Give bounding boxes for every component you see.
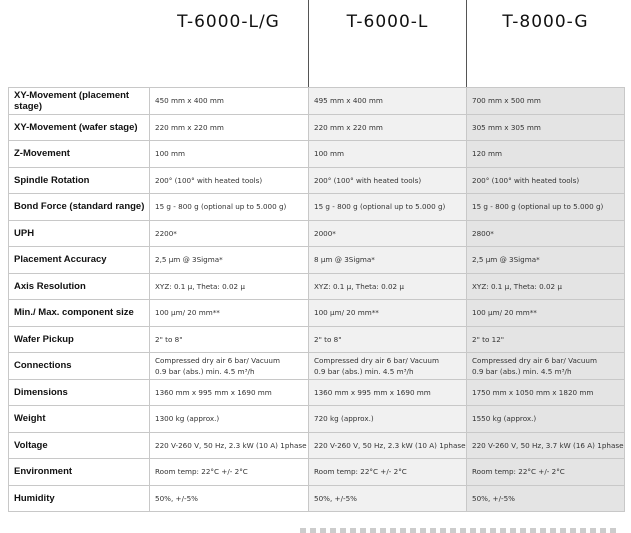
- spec-row: [9, 379, 625, 406]
- model-name-2: T-6000-L: [308, 0, 466, 87]
- spec-value-model-1: [150, 194, 309, 221]
- spec-value-model-1: [150, 88, 309, 115]
- spec-value-line: 220 V-260 V, 50 Hz, 2.3 kW (10 A) 1phase: [314, 440, 466, 450]
- spec-value-line: 220 V-260 V, 50 Hz, 3.7 kW (16 A) 1phase: [472, 440, 624, 450]
- spec-label: Voltage: [9, 432, 150, 459]
- spec-row: [9, 353, 625, 380]
- spec-value-model-3: [467, 194, 625, 221]
- spec-row: [9, 406, 625, 433]
- spec-value-line: 1300 kg (approx.): [155, 414, 220, 424]
- spec-value-line: 50%, +/-5%: [314, 493, 357, 503]
- spec-value-line: 305 mm x 305 mm: [472, 122, 541, 132]
- spec-value-model-3: [467, 114, 625, 141]
- spec-value-line: 450 mm x 400 mm: [155, 96, 224, 106]
- spec-value-model-1: [150, 300, 309, 327]
- spec-value-model-3: [467, 326, 625, 353]
- spec-value-line: 1360 mm x 995 mm x 1690 mm: [314, 387, 431, 397]
- spec-value-model-2: [309, 326, 467, 353]
- spec-value-model-2: [309, 114, 467, 141]
- spec-label: Axis Resolution: [9, 273, 150, 300]
- spec-value-line: 2" to 8": [314, 334, 342, 344]
- model-header: [0, 0, 631, 87]
- spec-value-model-3: [467, 459, 625, 486]
- spec-value-model-3: [467, 220, 625, 247]
- spec-value-line: 100 mm: [314, 149, 345, 159]
- spec-value-line: 700 mm x 500 mm: [472, 96, 541, 106]
- spec-value-model-3: [467, 432, 625, 459]
- spec-value-line: 220 mm x 220 mm: [155, 122, 224, 132]
- model-name-3: T-8000-G: [466, 0, 624, 87]
- spec-value-model-3: [467, 141, 625, 168]
- spec-value-line: 100 µm/ 20 mm**: [314, 308, 379, 318]
- spec-value-line: 15 g - 800 g (optional up to 5.000 g): [472, 202, 604, 212]
- spec-row: [9, 273, 625, 300]
- spec-value-model-2: [309, 353, 467, 380]
- spec-value-model-2: [309, 406, 467, 433]
- spec-row: [9, 247, 625, 274]
- spec-row: [9, 220, 625, 247]
- spec-value-model-1: [150, 432, 309, 459]
- spec-label: XY-Movement (wafer stage): [9, 114, 150, 141]
- spec-row: [9, 88, 625, 115]
- spec-value-line: XYZ: 0.1 µ, Theta: 0.02 µ: [314, 281, 404, 291]
- spec-value-line: 0.9 bar (abs.) min. 4.5 m³/h: [314, 366, 414, 376]
- spec-row: [9, 167, 625, 194]
- spec-value-line: 2800*: [472, 228, 494, 238]
- spec-label: Environment: [9, 459, 150, 486]
- spec-value-model-1: [150, 141, 309, 168]
- spec-label: Placement Accuracy: [9, 247, 150, 274]
- spec-value-model-1: [150, 114, 309, 141]
- spec-value-line: 2200*: [155, 228, 177, 238]
- spec-value-model-3: [467, 167, 625, 194]
- spec-value-model-3: [467, 406, 625, 433]
- spec-value-model-1: [150, 247, 309, 274]
- spec-value-model-2: [309, 194, 467, 221]
- spec-value-model-1: [150, 326, 309, 353]
- spec-value-line: 200° (100° with heated tools): [155, 175, 263, 185]
- spec-row: [9, 300, 625, 327]
- spec-value-line: 15 g - 800 g (optional up to 5.000 g): [314, 202, 446, 212]
- spec-value-line: 2,5 µm @ 3Sigma*: [155, 255, 223, 265]
- spec-value-model-1: [150, 485, 309, 512]
- spec-value-line: 100 µm/ 20 mm**: [472, 308, 537, 318]
- spec-value-model-1: [150, 353, 309, 380]
- spec-value-model-3: [467, 353, 625, 380]
- spec-row: [9, 194, 625, 221]
- spec-label: Connections: [9, 353, 150, 380]
- spec-value-model-2: [309, 167, 467, 194]
- spec-value-model-2: [309, 379, 467, 406]
- spec-value-line: Room temp: 22°C +/- 2°C: [155, 467, 248, 477]
- spec-value-line: 50%, +/-5%: [472, 493, 515, 503]
- spec-value-model-2: [309, 485, 467, 512]
- spec-row: [9, 459, 625, 486]
- spec-value-model-1: [150, 273, 309, 300]
- spec-value-line: 100 mm: [155, 149, 186, 159]
- spec-value-line: 200° (100° with heated tools): [472, 175, 580, 185]
- footnote-fragment: [300, 528, 620, 533]
- spec-label: Spindle Rotation: [9, 167, 150, 194]
- spec-label: Min./ Max. component size: [9, 300, 150, 327]
- spec-row: [9, 114, 625, 141]
- spec-value-model-2: [309, 432, 467, 459]
- spec-value-line: 200° (100° with heated tools): [314, 175, 422, 185]
- spec-value-model-2: [309, 459, 467, 486]
- spec-value-line: XYZ: 0.1 µ, Theta: 0.02 µ: [155, 281, 245, 291]
- spec-value-line: 1750 mm x 1050 mm x 1820 mm: [472, 387, 594, 397]
- spec-row: [9, 141, 625, 168]
- spec-row: [9, 432, 625, 459]
- spec-label: Weight: [9, 406, 150, 433]
- spec-value-model-1: [150, 379, 309, 406]
- spec-value-model-2: [309, 300, 467, 327]
- spec-value-line: 2,5 µm @ 3Sigma*: [472, 255, 540, 265]
- spec-value-line: Compressed dry air 6 bar/ Vacuum: [472, 355, 597, 365]
- spec-label: Wafer Pickup: [9, 326, 150, 353]
- spec-value-line: XYZ: 0.1 µ, Theta: 0.02 µ: [472, 281, 562, 291]
- spec-value-model-2: [309, 141, 467, 168]
- spec-value-model-1: [150, 220, 309, 247]
- spec-value-line: 100 µm/ 20 mm**: [155, 308, 220, 318]
- spec-value-model-1: [150, 459, 309, 486]
- spec-value-model-3: [467, 379, 625, 406]
- spec-value-line: 0.9 bar (abs.) min. 4.5 m³/h: [472, 366, 572, 376]
- spec-value-model-1: [150, 406, 309, 433]
- spec-value-line: 50%, +/-5%: [155, 493, 198, 503]
- spec-value-model-3: [467, 247, 625, 274]
- spec-value-line: Room temp: 22°C +/- 2°C: [314, 467, 407, 477]
- spec-value-model-2: [309, 247, 467, 274]
- spec-value-line: Room temp: 22°C +/- 2°C: [472, 467, 565, 477]
- spec-label: XY-Movement (placement stage): [9, 88, 150, 115]
- spec-value-model-2: [309, 220, 467, 247]
- spec-value-line: 1360 mm x 995 mm x 1690 mm: [155, 387, 272, 397]
- spec-label: Z-Movement: [9, 141, 150, 168]
- spec-value-model-1: [150, 167, 309, 194]
- spec-value-model-3: [467, 88, 625, 115]
- spec-value-line: 15 g - 800 g (optional up to 5.000 g): [155, 202, 287, 212]
- spec-value-model-3: [467, 485, 625, 512]
- spec-value-line: 120 mm: [472, 149, 503, 159]
- spec-label: Bond Force (standard range): [9, 194, 150, 221]
- spec-value-model-3: [467, 300, 625, 327]
- spec-value-line: 2" to 12": [472, 334, 505, 344]
- spec-label: Humidity: [9, 485, 150, 512]
- spec-value-line: 220 V-260 V, 50 Hz, 2.3 kW (10 A) 1phase: [155, 440, 307, 450]
- spec-value-line: 8 µm @ 3Sigma*: [314, 255, 375, 265]
- spec-value-line: 220 mm x 220 mm: [314, 122, 383, 132]
- spec-table: [8, 87, 625, 512]
- spec-value-line: 2" to 8": [155, 334, 183, 344]
- spec-value-model-2: [309, 88, 467, 115]
- spec-value-model-2: [309, 273, 467, 300]
- spec-label: UPH: [9, 220, 150, 247]
- spec-value-line: 0.9 bar (abs.) min. 4.5 m³/h: [155, 366, 255, 376]
- spec-value-line: Compressed dry air 6 bar/ Vacuum: [155, 355, 280, 365]
- spec-row: [9, 485, 625, 512]
- spec-label: Dimensions: [9, 379, 150, 406]
- spec-value-line: 495 mm x 400 mm: [314, 96, 383, 106]
- spec-value-line: 1550 kg (approx.): [472, 414, 537, 424]
- spec-row: [9, 326, 625, 353]
- spec-value-model-3: [467, 273, 625, 300]
- spec-value-line: 2000*: [314, 228, 336, 238]
- spec-value-line: 720 kg (approx.): [314, 414, 374, 424]
- model-name-1: T-6000-L/G: [177, 12, 280, 32]
- spec-value-line: Compressed dry air 6 bar/ Vacuum: [314, 355, 439, 365]
